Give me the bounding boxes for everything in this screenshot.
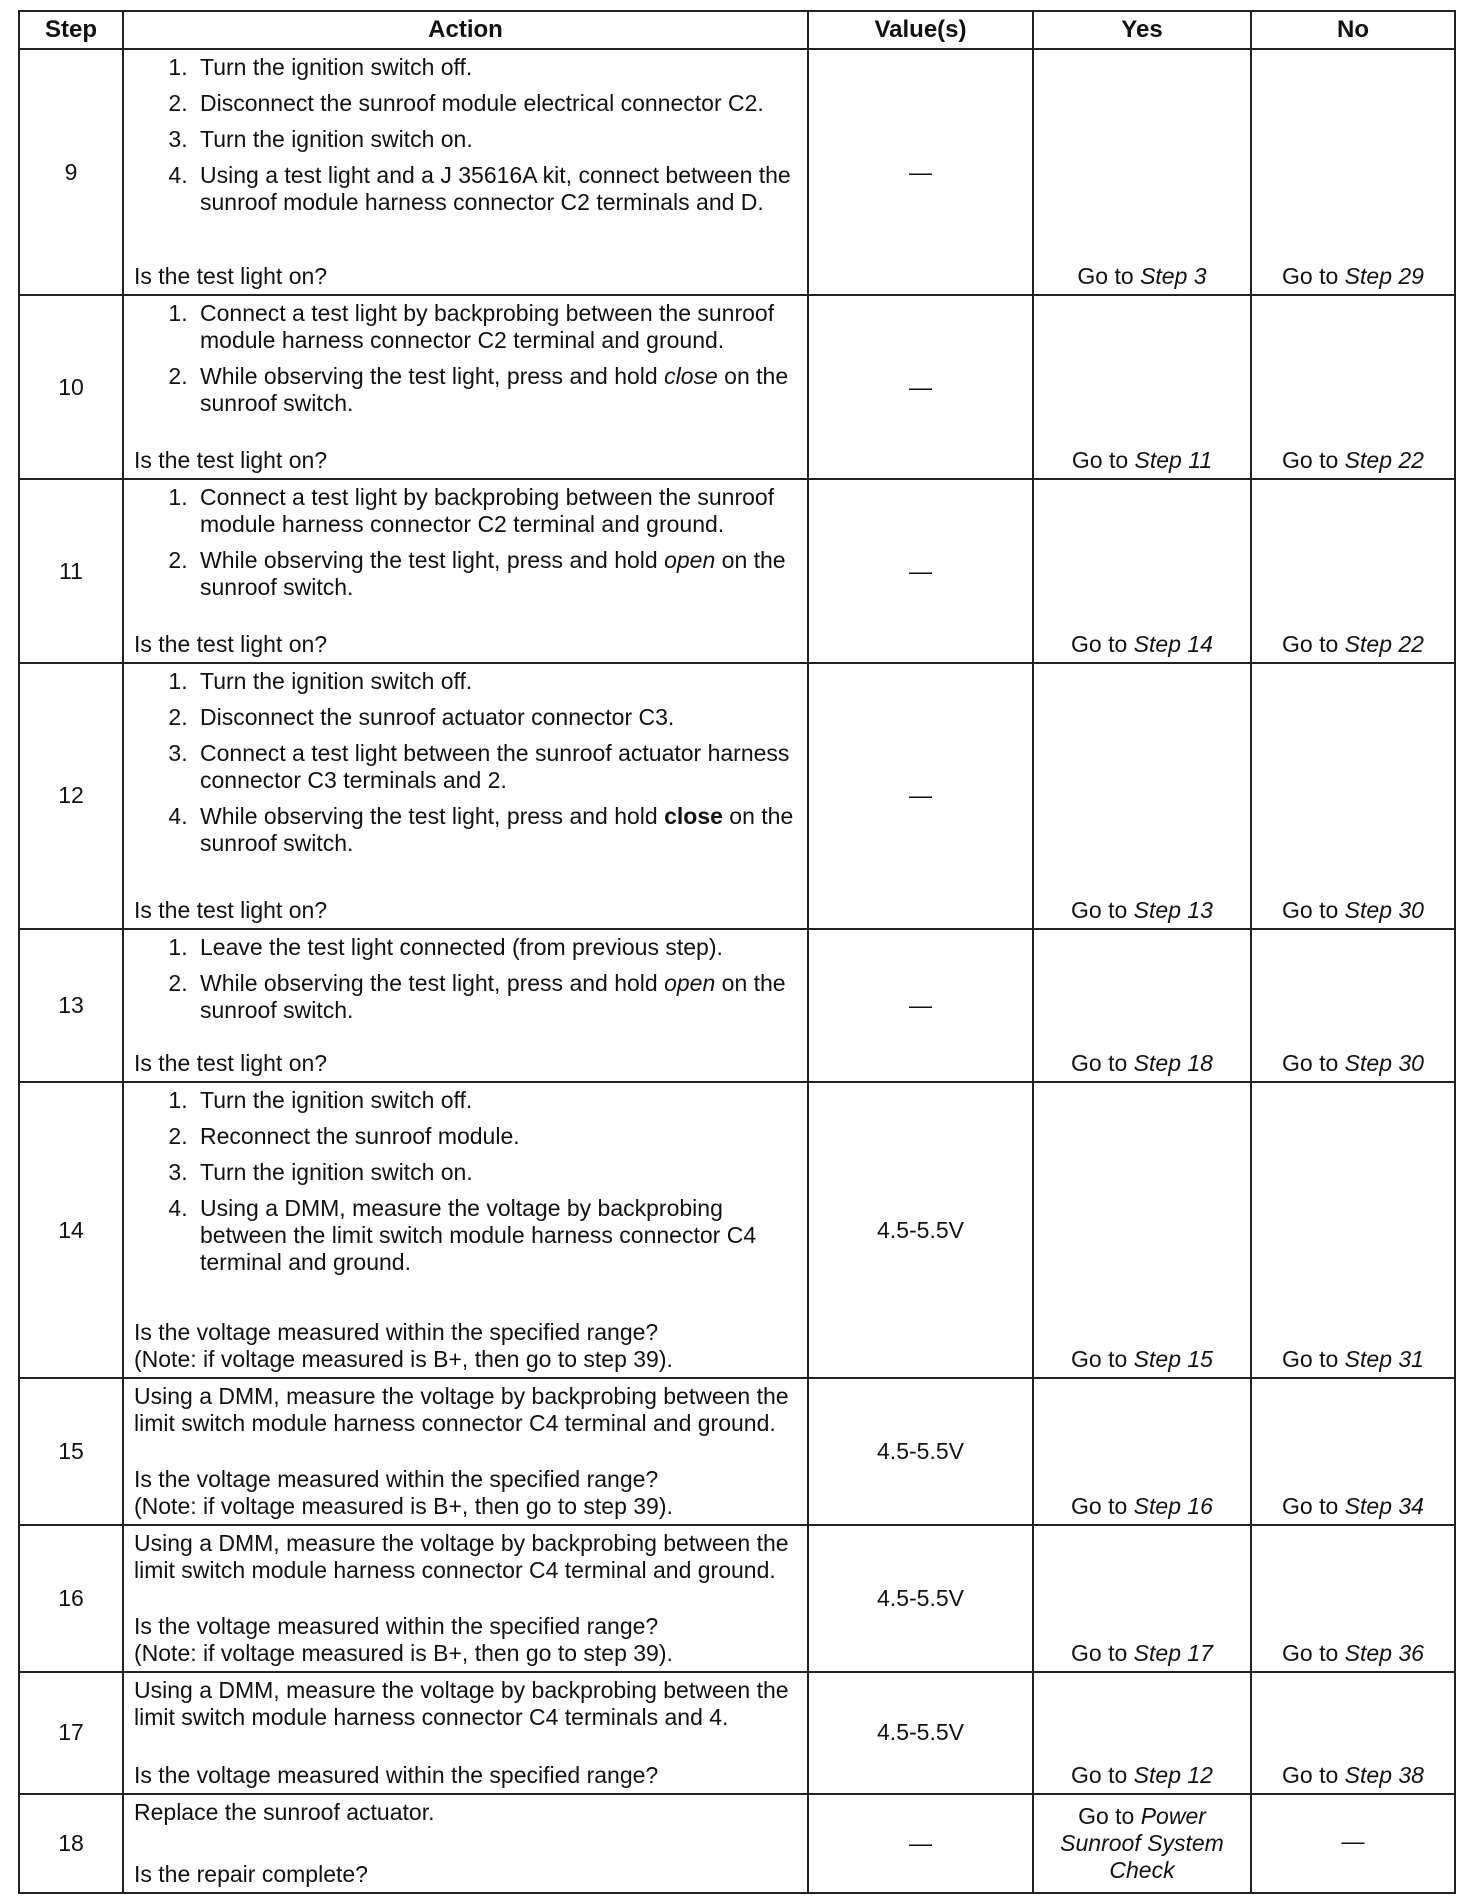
- action-cell: [123, 1378, 808, 1525]
- question-block: [124, 1613, 807, 1671]
- instruction-item: 1. Turn the ignition switch off.: [194, 54, 807, 81]
- question-block: [124, 1861, 807, 1892]
- action-instructions: [124, 930, 807, 1033]
- no-target-link[interactable]: Step 29: [1344, 263, 1424, 290]
- instruction-item: 3. Turn the ignition switch on.: [194, 126, 807, 153]
- action-cell: [123, 663, 808, 928]
- action-content: [124, 1526, 807, 1671]
- instruction-list: [124, 300, 807, 417]
- yes-prefix: Go to: [1071, 1346, 1128, 1373]
- question-text: Is the test light on?: [134, 447, 328, 474]
- emphasis-text: close: [664, 803, 723, 830]
- action-cell: [123, 929, 808, 1083]
- header-no: No: [1251, 11, 1455, 49]
- step-number: 9: [19, 49, 123, 295]
- value-cell: 4.5-5.5V: [808, 1082, 1033, 1378]
- instruction-text: While observing the test light, press and hold: [200, 803, 665, 830]
- question-block: [124, 1319, 807, 1377]
- yes-target-link[interactable]: Step 3: [1140, 263, 1207, 290]
- action-text: Replace the sunroof actuator.: [134, 1798, 435, 1825]
- question-text: Is the test light on?: [134, 631, 328, 658]
- instruction-text: on the sunroof switch.: [200, 363, 789, 417]
- question-block: [124, 263, 807, 294]
- instruction-item: 1. Connect a test light by backprobing between the sunroof module harness connector C2 terminal and ground.: [194, 484, 807, 538]
- value-cell: —: [808, 49, 1033, 295]
- no-cell: —: [1251, 1794, 1455, 1893]
- yes-prefix: Go to: [1077, 263, 1134, 290]
- instruction-item: 1. Leave the test light connected (from previous step).: [194, 934, 807, 961]
- no-cell: [1251, 929, 1455, 1083]
- action-cell: [123, 295, 808, 479]
- instruction-item: 4. Using a test light and a J 35616A kit, connect between the sunroof module harness connector C2 terminals and D.: [194, 162, 807, 216]
- action-cell: [123, 1794, 808, 1893]
- yes-cell: [1033, 479, 1251, 663]
- action-text: Using a DMM, measure the voltage by backprobing between the limit switch module harness connector C4 terminal and ground.: [134, 1529, 789, 1583]
- action-content: [124, 1795, 807, 1892]
- header-yes: Yes: [1033, 11, 1251, 49]
- action-instructions: [124, 1795, 807, 1835]
- question-text: Is the voltage measured within the specified range?: [134, 1612, 659, 1639]
- action-instructions: [124, 1526, 807, 1593]
- table-row: [19, 929, 1455, 1083]
- table-row: [19, 49, 1455, 295]
- yes-cell: [1033, 1082, 1251, 1378]
- question-text: Is the voltage measured within the specified range?: [134, 1319, 659, 1346]
- instruction-list: [124, 668, 807, 857]
- yes-target-link[interactable]: Step 13: [1133, 896, 1213, 923]
- yes-prefix: Go to: [1071, 1761, 1128, 1788]
- instruction-item: 1. Connect a test light by backprobing between the sunroof module harness connector C2 terminal and ground.: [194, 300, 807, 354]
- table-row: [19, 295, 1455, 479]
- instruction-list: [124, 934, 807, 1024]
- action-content: [124, 930, 807, 1082]
- yes-target-link[interactable]: Step 17: [1133, 1639, 1213, 1666]
- value-cell: 4.5-5.5V: [808, 1672, 1033, 1794]
- instruction-item: 4. Using a DMM, measure the voltage by backprobing between the limit switch module harness connector C4 terminal and ground.: [194, 1195, 807, 1276]
- step-number: 12: [19, 663, 123, 928]
- diagnostic-table: [18, 10, 1456, 1894]
- step-number: 14: [19, 1082, 123, 1378]
- action-cell: [123, 1525, 808, 1672]
- no-prefix: Go to: [1282, 1346, 1339, 1373]
- table-row: [19, 1672, 1455, 1794]
- action-instructions: [124, 1083, 807, 1285]
- instruction-item: [194, 363, 807, 417]
- instruction-item: [194, 803, 807, 857]
- no-cell: [1251, 479, 1455, 663]
- note-text: (Note: if voltage measured is B+, then go to step 39).: [134, 1346, 673, 1373]
- action-text: Using a DMM, measure the voltage by backprobing between the limit switch module harness connector C4 terminal and ground.: [134, 1383, 789, 1437]
- question-block: [124, 897, 807, 928]
- yes-cell: [1033, 1525, 1251, 1672]
- instruction-text: on the sunroof switch.: [200, 969, 786, 1023]
- action-content: [124, 1083, 807, 1377]
- question-block: [124, 1050, 807, 1081]
- instruction-list: [124, 54, 807, 216]
- yes-target-link[interactable]: Power Sunroof System Check: [1060, 1802, 1224, 1883]
- table-row: [19, 1082, 1455, 1378]
- emphasis-text: close: [664, 363, 718, 390]
- action-instructions: [124, 664, 807, 866]
- action-cell: [123, 479, 808, 663]
- header-action: Action: [123, 11, 808, 49]
- header-values: Value(s): [808, 11, 1033, 49]
- no-target-link[interactable]: Step 30: [1344, 896, 1424, 923]
- action-content: [124, 296, 807, 478]
- note-text: (Note: if voltage measured is B+, then go to step 39).: [134, 1639, 673, 1666]
- action-content: [124, 1673, 807, 1793]
- value-cell: —: [808, 663, 1033, 928]
- instruction-list: [124, 1087, 807, 1276]
- no-target-link[interactable]: Step 36: [1344, 1639, 1424, 1666]
- instruction-list: [124, 484, 807, 601]
- action-text-block: [124, 1379, 807, 1437]
- instruction-item: 2. Disconnect the sunroof actuator connector C3.: [194, 704, 807, 731]
- no-cell: [1251, 1672, 1455, 1794]
- yes-cell: [1033, 663, 1251, 928]
- no-cell: [1251, 49, 1455, 295]
- action-text-block: [124, 1673, 807, 1731]
- yes-cell: [1033, 49, 1251, 295]
- instruction-item: 3. Turn the ignition switch on.: [194, 1159, 807, 1186]
- no-prefix: Go to: [1282, 1492, 1339, 1519]
- question-text: Is the repair complete?: [134, 1861, 368, 1887]
- value-cell: 4.5-5.5V: [808, 1525, 1033, 1672]
- instruction-text: While observing the test light, press and hold: [200, 363, 665, 390]
- yes-target-link[interactable]: Step 11: [1134, 447, 1213, 474]
- no-prefix: Go to: [1282, 1050, 1339, 1077]
- step-number: 18: [19, 1794, 123, 1893]
- no-prefix: Go to: [1282, 896, 1339, 923]
- yes-cell: [1033, 1672, 1251, 1794]
- instruction-item: [194, 970, 807, 1024]
- action-instructions: [124, 50, 807, 225]
- instruction-text: While observing the test light, press and hold: [200, 969, 665, 996]
- note-text: (Note: if voltage measured is B+, then go to step 39).: [134, 1492, 673, 1519]
- no-prefix: Go to: [1282, 1761, 1339, 1788]
- header-row: [19, 11, 1455, 49]
- action-text-block: [124, 1795, 807, 1826]
- instruction-text: While observing the test light, press and hold: [200, 547, 665, 574]
- no-cell: [1251, 1525, 1455, 1672]
- value-cell: —: [808, 295, 1033, 479]
- action-content: [124, 664, 807, 927]
- question-text: Is the test light on?: [134, 263, 328, 290]
- yes-cell: [1033, 1794, 1251, 1893]
- action-content: [124, 50, 807, 294]
- emphasis-text: open: [664, 547, 716, 574]
- step-number: 13: [19, 929, 123, 1083]
- yes-target-link[interactable]: Step 18: [1133, 1050, 1213, 1077]
- yes-prefix: Go to: [1071, 1492, 1128, 1519]
- header-step: Step: [19, 11, 123, 49]
- question-text: Is the voltage measured within the specified range?: [134, 1465, 659, 1492]
- table-row: [19, 479, 1455, 663]
- table-row: [19, 1794, 1455, 1893]
- yes-prefix: Go to: [1078, 1802, 1135, 1829]
- instruction-item: 1. Turn the ignition switch off.: [194, 1087, 807, 1114]
- action-text: Using a DMM, measure the voltage by backprobing between the limit switch module harness connector C4 terminals and 4.: [134, 1676, 789, 1730]
- emphasis-text: open: [664, 969, 716, 996]
- instruction-item: 2. Reconnect the sunroof module.: [194, 1123, 807, 1150]
- yes-cell: [1033, 929, 1251, 1083]
- question-block: [124, 1466, 807, 1524]
- step-number: 17: [19, 1672, 123, 1794]
- value-cell: 4.5-5.5V: [808, 1378, 1033, 1525]
- step-number: 11: [19, 479, 123, 663]
- action-content: [124, 1379, 807, 1524]
- instruction-item: [194, 547, 807, 601]
- yes-prefix: Go to: [1071, 1050, 1128, 1077]
- action-cell: [123, 1672, 808, 1794]
- question-block: [124, 1762, 807, 1793]
- no-target-link[interactable]: Step 22: [1344, 631, 1424, 658]
- action-instructions: [124, 1673, 807, 1740]
- yes-target-link[interactable]: Step 16: [1133, 1492, 1213, 1519]
- table-row: [19, 1378, 1455, 1525]
- action-cell: [123, 49, 808, 295]
- value-cell: —: [808, 929, 1033, 1083]
- no-cell: [1251, 1082, 1455, 1378]
- no-target-link[interactable]: Step 34: [1344, 1492, 1424, 1519]
- step-number: 10: [19, 295, 123, 479]
- yes-cell: [1033, 295, 1251, 479]
- instruction-item: 3. Connect a test light between the sunroof actuator harness connector C3 terminals and 2.: [194, 740, 807, 794]
- no-prefix: Go to: [1282, 1639, 1339, 1666]
- no-prefix: Go to: [1282, 631, 1339, 658]
- yes-prefix: Go to: [1071, 896, 1128, 923]
- yes-prefix: Go to: [1071, 631, 1128, 658]
- action-text-block: [124, 1526, 807, 1584]
- table-row: [19, 663, 1455, 928]
- no-cell: [1251, 1378, 1455, 1525]
- yes-target-link[interactable]: Step 15: [1133, 1346, 1213, 1373]
- question-block: [124, 631, 807, 662]
- instruction-text: on the sunroof switch.: [200, 547, 786, 601]
- yes-prefix: Go to: [1071, 447, 1129, 474]
- table-row: [19, 1525, 1455, 1672]
- instruction-item: 1. Turn the ignition switch off.: [194, 668, 807, 695]
- no-target-link[interactable]: Step 38: [1344, 1761, 1424, 1788]
- yes-cell: [1033, 1378, 1251, 1525]
- yes-target-link[interactable]: Step 12: [1133, 1761, 1213, 1788]
- action-instructions: [124, 1379, 807, 1446]
- question-text: Is the test light on?: [134, 1050, 328, 1077]
- no-target-link[interactable]: Step 30: [1344, 1050, 1424, 1077]
- action-instructions: [124, 296, 807, 426]
- no-prefix: Go to: [1282, 263, 1339, 290]
- question-text: Is the test light on?: [134, 896, 328, 923]
- no-cell: [1251, 295, 1455, 479]
- value-cell: —: [808, 479, 1033, 663]
- yes-prefix: Go to: [1071, 1639, 1128, 1666]
- instruction-item: 2. Disconnect the sunroof module electrical connector C2.: [194, 90, 807, 117]
- no-target-link[interactable]: Step 22: [1344, 447, 1424, 474]
- instruction-text: on the sunroof switch.: [200, 803, 794, 857]
- yes-target-link[interactable]: Step 14: [1133, 631, 1213, 658]
- question-block: [124, 447, 807, 478]
- value-cell: —: [808, 1794, 1033, 1893]
- action-content: [124, 480, 807, 662]
- action-instructions: [124, 480, 807, 610]
- no-prefix: Go to: [1282, 447, 1339, 474]
- action-cell: [123, 1082, 808, 1378]
- no-cell: [1251, 663, 1455, 928]
- step-number: 16: [19, 1525, 123, 1672]
- question-text: Is the voltage measured within the specified range?: [134, 1761, 659, 1788]
- no-target-link[interactable]: Step 31: [1344, 1346, 1424, 1373]
- step-number: 15: [19, 1378, 123, 1525]
